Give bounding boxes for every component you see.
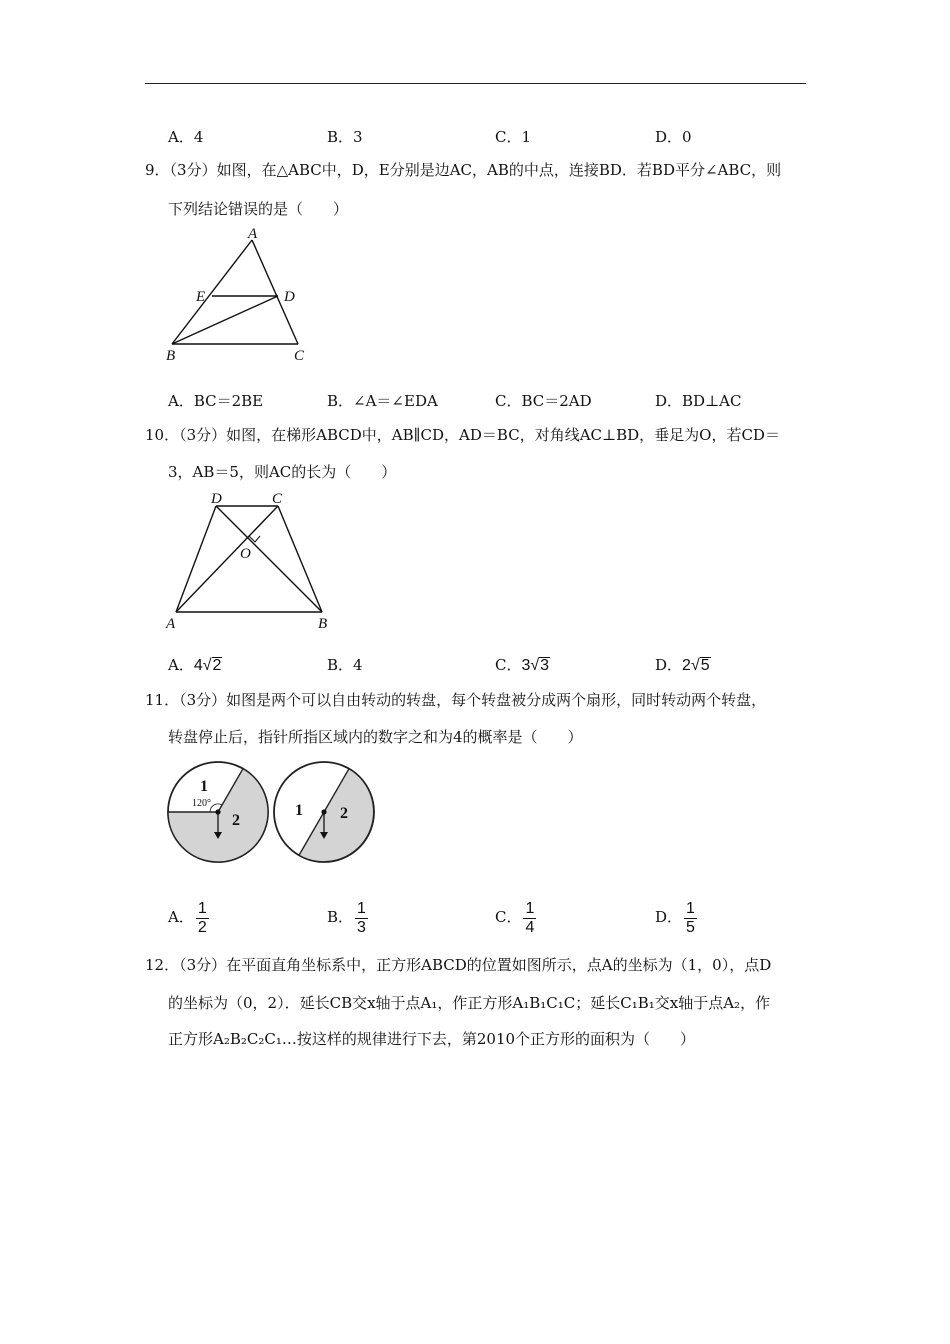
q9-label-e: E: [196, 289, 206, 305]
q10-label-b: B: [318, 616, 328, 632]
q9-stem-line1: 9．（3分）如图，在△ABC中，D，E分别是边AC，AB的中点，连接BD．若BD平分∠ABC，则: [145, 161, 782, 179]
q9-label-c: C: [294, 348, 305, 364]
q8-option-c[interactable]: C．1: [495, 128, 532, 146]
q10-option-b[interactable]: B．4: [327, 656, 363, 674]
q8-option-b[interactable]: B．3: [327, 128, 363, 146]
q10-label-c: C: [272, 491, 283, 507]
q11-option-c[interactable]: C． $\frac{1}{4}$: [495, 899, 535, 936]
q11-right-label-1: 1: [295, 802, 303, 819]
q10-label-d: D: [211, 491, 222, 507]
q11-left-label-2: 2: [232, 812, 240, 829]
q10-option-c[interactable]: C．3√3: [495, 656, 550, 674]
q11-stem-line2: 转盘停止后，指针所指区域内的数字之和为4的概率是（ ）: [168, 728, 583, 746]
q11-right-label-2: 2: [340, 805, 348, 822]
q9-option-d[interactable]: D．BD⊥AC: [655, 392, 742, 410]
q11-angle-label: 120°: [192, 798, 211, 809]
q11-option-a[interactable]: A． $\frac{1}{2}$: [168, 899, 207, 936]
q10-option-d[interactable]: D．2√5: [655, 656, 710, 674]
q11-option-d[interactable]: D． $\frac{1}{5}$: [655, 899, 695, 936]
q11-stem-line1: 11．（3分）如图是两个可以自由转动的转盘，每个转盘被分成两个扇形，同时转动两个转盘，: [145, 691, 767, 709]
q11-left-label-1: 1: [200, 778, 208, 795]
q9-triangle-figure: [160, 222, 320, 364]
q9-option-a[interactable]: A．BC＝2BE: [168, 392, 264, 410]
q9-label-b: B: [166, 348, 176, 364]
q9-label-d: D: [284, 289, 295, 305]
q11-option-b[interactable]: B． $\frac{1}{3}$: [327, 899, 366, 936]
q8-option-a[interactable]: A．4: [168, 128, 204, 146]
q9-label-a: A: [248, 226, 258, 242]
q10-label-o: O: [240, 546, 251, 562]
q10-option-a[interactable]: A．4√2: [168, 656, 222, 674]
q12-stem-line1: 12．（3分）在平面直角坐标系中，正方形ABCD的位置如图所示，点A的坐标为（1，0），点D: [145, 956, 772, 974]
q9-option-c[interactable]: C．BC＝2AD: [495, 392, 592, 410]
q9-stem-line2: 下列结论错误的是（ ）: [168, 200, 349, 218]
q10-label-a: A: [166, 616, 176, 632]
q10-stem-line1: 10．（3分）如图，在梯形ABCD中，AB∥CD，AD＝BC，对角线AC⊥BD，垂足为O，若CD＝: [145, 426, 780, 444]
q9-option-b[interactable]: B．∠A＝∠EDA: [327, 392, 438, 410]
q10-trapezoid-figure: [160, 488, 340, 634]
q10-stem-line2: 3，AB＝5，则AC的长为（ ）: [168, 463, 397, 481]
q12-stem-line3: 正方形A₂B₂C₂C₁…按这样的规律进行下去，第2010个正方形的面积为（ ）: [168, 1030, 696, 1048]
header-rule: [145, 83, 806, 84]
q8-option-d[interactable]: D．0: [655, 128, 692, 146]
q11-spinners-figure: [162, 760, 382, 866]
q12-stem-line2: 的坐标为（0，2）．延长CB交x轴于点A₁，作正方形A₁B₁C₁C；延长C₁B₁交x轴于点A₂，作: [168, 994, 771, 1012]
